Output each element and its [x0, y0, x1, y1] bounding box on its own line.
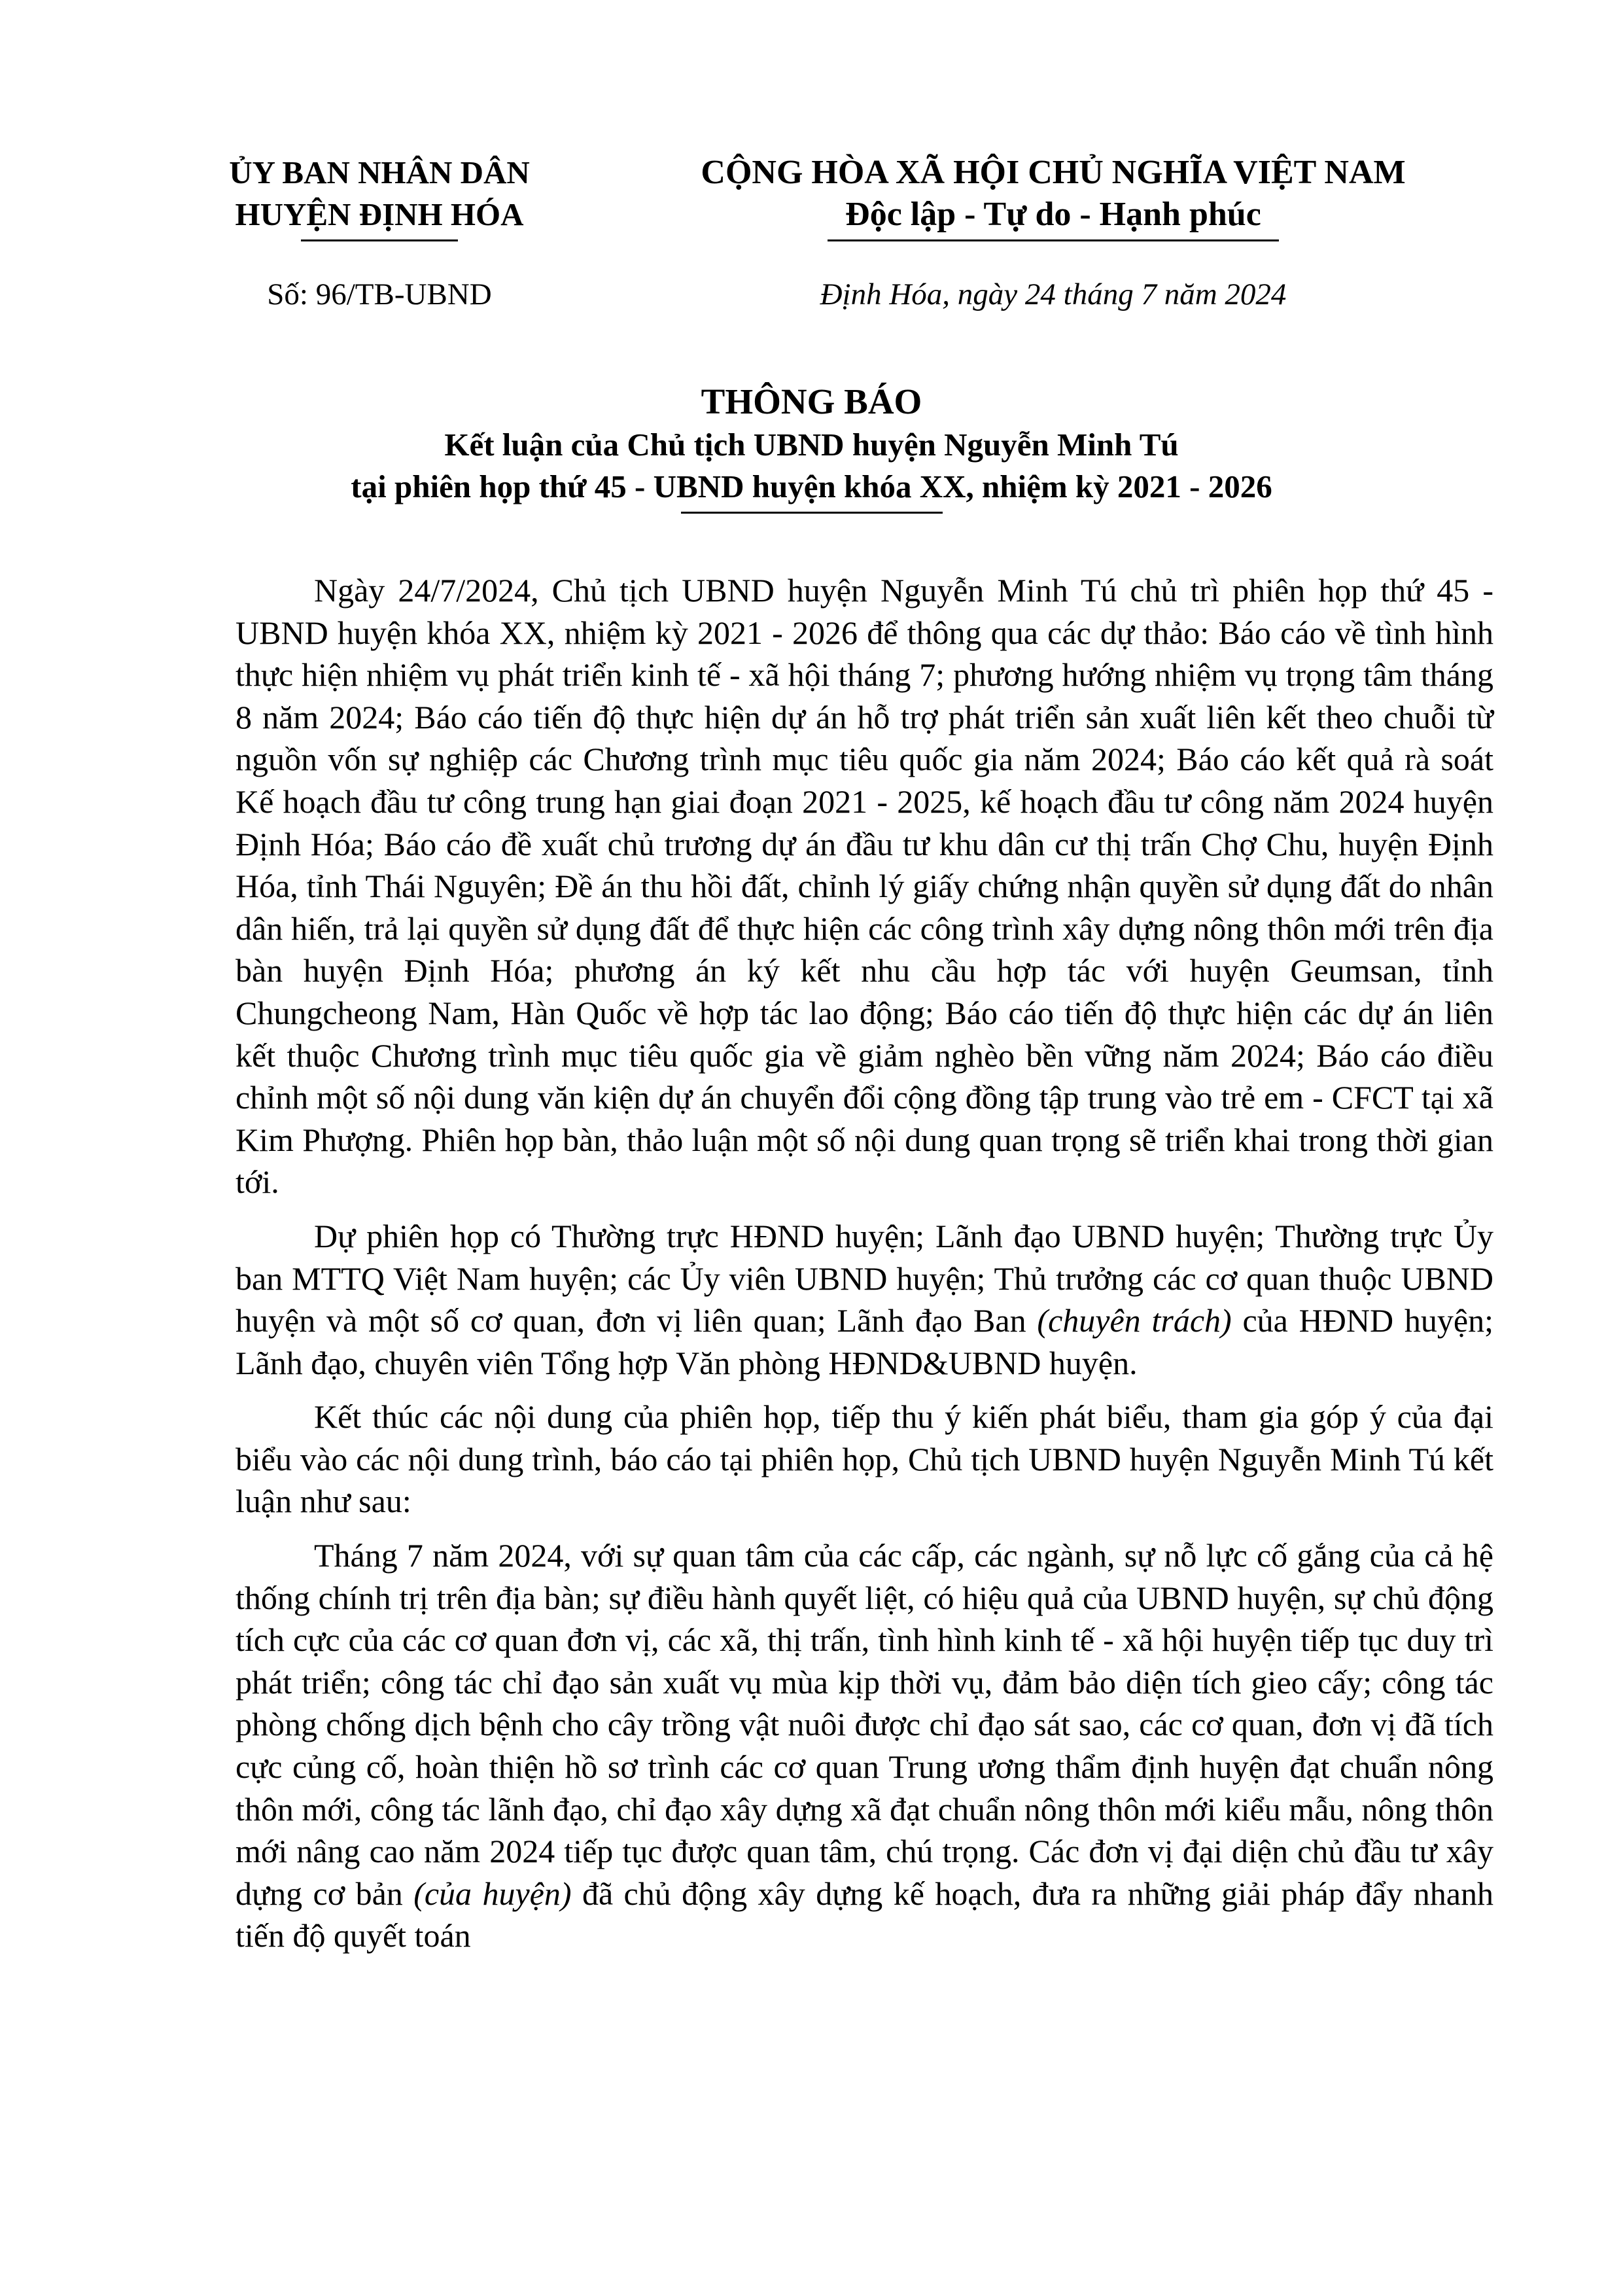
paragraph-2-text-a: Dự phiên họp có Thường trực HĐND huyện; Lãnh đạo UBND huyện; Thường trực Ủy ban MTTQ Việt Nam huyện; các Ủy viên UBND huyện; Thủ trưởng các cơ quan thuộc UBND huyện và một số cơ quan, đơn vị liên quan; Lãnh đạo Ban — [236, 1217, 1493, 1339]
issuing-authority — [196, 152, 563, 241]
national-header — [621, 152, 1485, 241]
document-body — [236, 569, 1493, 1969]
paragraph-4 — [236, 1534, 1493, 1957]
motto-underline — [828, 239, 1279, 241]
paragraph-4-text-a: Tháng 7 năm 2024, với sự quan tâm của các cấp, các ngành, sự nỗ lực cố gắng của cả hệ thống chính trị trên địa bàn; sự điều hành quyết liệt, có hiệu quả của UBND huyện, sự chủ động tích cực của các cơ quan đơn vị, các xã, thị trấn, tình hình kinh tế - xã hội huyện tiếp tục duy trì phát triển; công tác chỉ đạo sản xuất vụ mùa kịp thời vụ, đảm bảo diện tích gieo cấy; công tác phòng chống dịch bệnh cho cây trồng vật nuôi được chỉ đạo sát sao, các cơ quan, đơn vị đã tích cực củng cố, hoàn thiện hồ sơ trình các cơ quan Trung ương thẩm định huyện đạt chuẩn nông thôn mới, công tác lãnh đạo, chỉ đạo xây dựng xã đạt chuẩn nông thôn mới kiểu mẫu, nông thôn mới nâng cao năm 2024 tiếp tục được quan tâm, chú trọng. Các đơn vị đại diện chủ đầu tư xây dựng cơ bản — [236, 1537, 1493, 1912]
document-title — [229, 380, 1394, 514]
national-title: CỘNG HÒA XÃ HỘI CHỦ NGHĨA VIỆT NAM — [701, 154, 1406, 191]
title-subtitle-2: tại phiên họp thứ 45 - UBND huyện khóa XX, nhiệm kỳ 2021 - 2026 — [351, 468, 1272, 504]
document-date: Định Hóa, ngày 24 tháng 7 năm 2024 — [820, 277, 1287, 311]
paragraph-1: Ngày 24/7/2024, Chủ tịch UBND huyện Nguyễn Minh Tú chủ trì phiên họp thứ 45 - UBND huyện khóa XX, nhiệm kỳ 2021 - 2026 để thông qua các dự thảo: Báo cáo về tình hình thực hiện nhiệm vụ phát triển kinh tế - xã hội tháng 7; phương hướng nhiệm vụ trọng tâm tháng 8 năm 2024; Báo cáo tiến độ thực hiện dự án hỗ trợ phát triển sản xuất liên kết theo chuỗi từ nguồn vốn sự nghiệp các Chương trình mục tiêu quốc gia năm 2024; Báo cáo kết quả rà soát Kế hoạch đầu tư công trung hạn giai đoạn 2021 - 2025, kế hoạch đầu tư công năm 2024 huyện Định Hóa; Báo cáo đề xuất chủ trương dự án đầu tư khu dân cư thị trấn Chợ Chu, huyện Định Hóa, tỉnh Thái Nguyên; Đề án thu hồi đất, chỉnh lý giấy chứng nhận quyền sử dụng đất do nhân dân hiến, trả lại quyền sử dụng đất để thực hiện các công trình xây dựng nông thôn mới trên địa bàn huyện Định Hóa; phương án ký kết nhu cầu hợp tác với huyện Geumsan, tỉnh Chungcheong Nam, Hàn Quốc về hợp tác lao động; Báo cáo tiến độ thực hiện các dự án liên kết thuộc Chương trình mục tiêu quốc gia về giảm nghèo bền vững năm 2024; Báo cáo điều chỉnh một số nội dung văn kiện dự án chuyển đổi cộng đồng tập trung vào trẻ em - CFCT tại xã Kim Phượng. Phiên họp bàn, thảo luận một số nội dung quan trọng sẽ triển khai trong thời gian tới. — [236, 572, 1493, 1201]
paragraph-4-text-b: đã chủ động xây dựng kế hoạch, đưa ra những giải pháp đẩy nhanh tiến độ quyết toán — [236, 1875, 1493, 1954]
authority-line-2: HUYỆN ĐỊNH HÓA — [235, 196, 524, 232]
authority-underline — [301, 239, 458, 241]
paragraph-3: Kết thúc các nội dung của phiên họp, tiếp thu ý kiến phát biểu, tham gia góp ý của đại biểu vào các nội dung trình, báo cáo tại phiên họp, Chủ tịch UBND huyện Nguyễn Minh Tú kết luận như sau: — [236, 1398, 1493, 1520]
title-subtitle-1: Kết luận của Chủ tịch UBND huyện Nguyễn Minh Tú — [444, 427, 1179, 463]
document-number: Số: 96/TB-UBND — [267, 277, 492, 311]
paragraph-2-text-b: của HĐND huyện; Lãnh đạo, chuyên viên Tổng hợp Văn phòng HĐND&UBND huyện. — [236, 1302, 1494, 1381]
title-main: THÔNG BÁO — [701, 381, 922, 421]
paragraph-2 — [236, 1215, 1493, 1384]
national-motto: Độc lập - Tự do - Hạnh phúc — [845, 196, 1261, 233]
paragraph-2-emphasis: (chuyên trách) — [1037, 1302, 1232, 1339]
paragraph-4-emphasis: (của huyện) — [413, 1875, 572, 1912]
authority-line-1: ỦY BAN NHÂN DÂN — [229, 154, 530, 190]
title-underline — [681, 512, 943, 514]
